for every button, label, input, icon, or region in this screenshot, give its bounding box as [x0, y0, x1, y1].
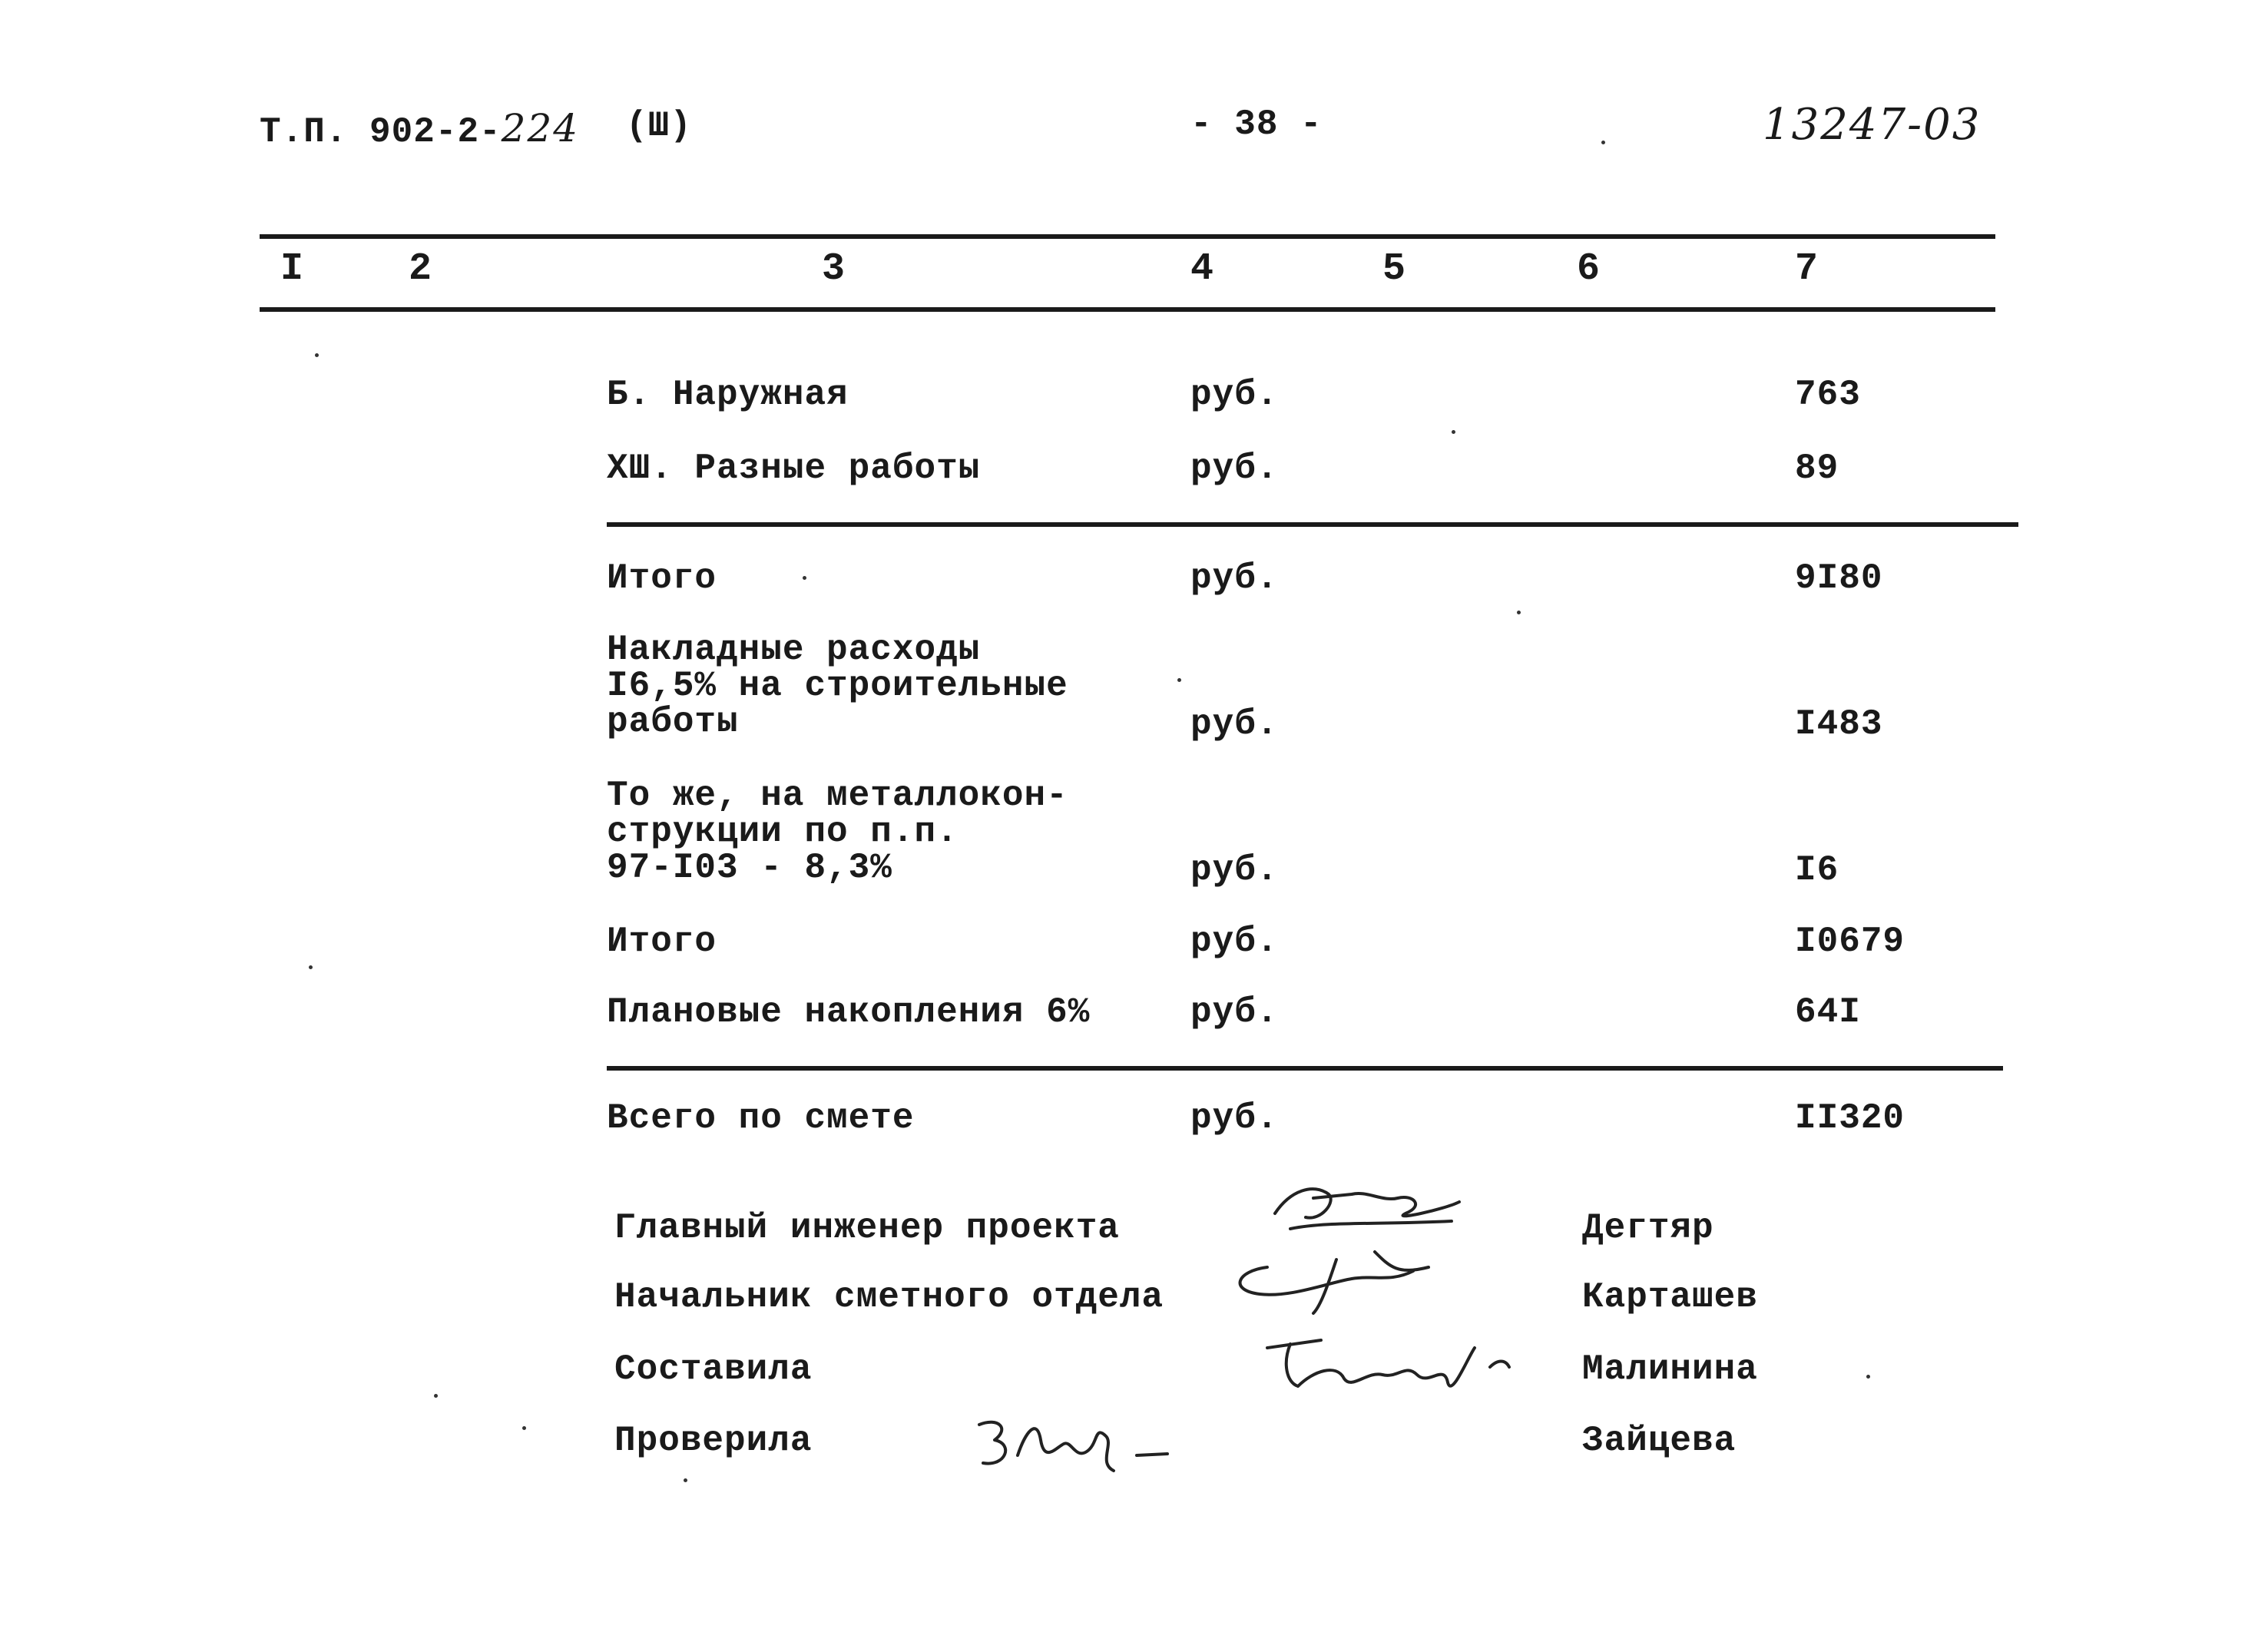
scan-speck — [1866, 1375, 1870, 1379]
row-name: То же, на металлокон- струкции по п.п. 97-I03 - 8,3% — [607, 776, 1068, 888]
row-total: II320 — [1795, 1098, 1905, 1138]
row-unit: руб. — [1190, 558, 1279, 598]
row-total: I0679 — [1795, 922, 1905, 962]
signature-role: Главный инженер проекта — [614, 1208, 1120, 1248]
row-name: Итого — [607, 558, 717, 598]
row-name: Итого — [607, 922, 717, 962]
column-header-7: 7 — [1795, 247, 1819, 291]
signature-name: Малинина — [1582, 1349, 1758, 1389]
handwritten-signature-checker — [964, 1402, 1179, 1486]
row-name: Плановые накопления 6% — [607, 992, 1091, 1032]
handwritten-signature-compiler — [1252, 1317, 1528, 1409]
signature-role: Составила — [614, 1349, 813, 1389]
column-header-5: 5 — [1382, 247, 1406, 291]
column-header-4: 4 — [1190, 247, 1214, 291]
column-header-1: I — [280, 247, 304, 291]
page-number: - 38 - — [1190, 104, 1323, 144]
grand-total-rule — [607, 1066, 2003, 1071]
signature-name: Дегтяр — [1582, 1208, 1714, 1248]
scan-speck — [1601, 141, 1605, 144]
column-header-2: 2 — [409, 247, 432, 291]
doc-code — [260, 106, 579, 152]
row-unit: руб. — [1190, 992, 1279, 1032]
row-total: 9I80 — [1795, 558, 1883, 598]
row-unit: руб. — [1190, 850, 1279, 890]
row-total: 763 — [1795, 375, 1861, 415]
scan-speck — [434, 1394, 438, 1398]
volume-number: (Ш) — [626, 106, 692, 146]
row-total: I483 — [1795, 704, 1883, 744]
row-unit: руб. — [1190, 922, 1279, 962]
signature-role: Проверила — [614, 1421, 813, 1461]
doc-code-typed: Т.П. 902-2- — [260, 112, 502, 152]
scan-speck — [315, 353, 319, 357]
row-total: I6 — [1795, 850, 1839, 890]
row-unit: руб. — [1190, 1098, 1279, 1138]
archive-number: 13247-03 — [1763, 100, 1982, 150]
scan-speck — [1517, 611, 1521, 614]
row-unit: руб. — [1190, 449, 1279, 488]
row-name: Б. Наружная — [607, 375, 849, 415]
subtotal-rule — [607, 522, 2018, 527]
header-rule-top — [260, 234, 1995, 239]
scan-speck — [309, 965, 313, 969]
scan-speck — [803, 576, 806, 580]
row-unit: руб. — [1190, 704, 1279, 744]
header-rule-bottom — [260, 307, 1995, 312]
column-header-3: 3 — [822, 247, 846, 291]
row-name: Всего по смете — [607, 1098, 915, 1138]
row-unit: руб. — [1190, 375, 1279, 415]
signature-role: Начальник сметного отдела — [614, 1277, 1164, 1317]
row-name: Накладные расходы I6,5% на строительные работы — [607, 630, 1068, 742]
signature-name: Карташев — [1582, 1277, 1758, 1317]
row-total: 89 — [1795, 449, 1839, 488]
signature-name: Зайцева — [1582, 1421, 1737, 1461]
scan-speck — [684, 1478, 687, 1482]
doc-code-handwritten: 224 — [501, 106, 580, 151]
scan-speck — [1177, 678, 1181, 682]
scan-speck — [1452, 430, 1455, 434]
row-name: ХШ. Разные работы — [607, 449, 981, 488]
column-header-6: 6 — [1577, 247, 1601, 291]
scan-speck — [522, 1426, 526, 1430]
handwritten-signature-estimate-head — [1221, 1236, 1452, 1321]
row-total: 64I — [1795, 992, 1861, 1032]
